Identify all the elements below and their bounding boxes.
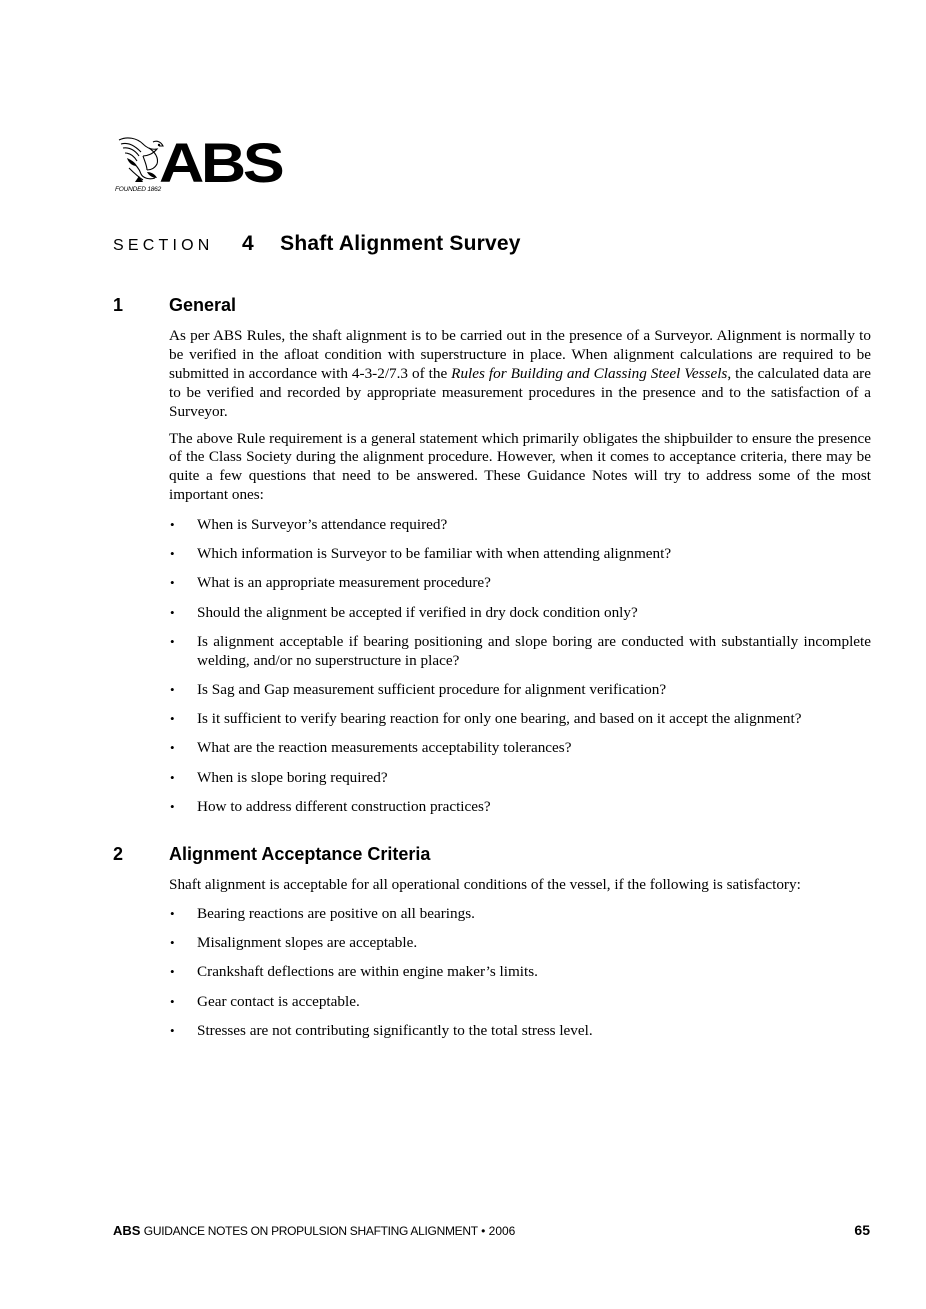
footer-year: 2006: [488, 1224, 516, 1238]
section-heading: [113, 232, 521, 256]
bullet-icon: •: [170, 964, 175, 980]
bullet-icon: •: [170, 633, 175, 649]
list-item: [169, 993, 871, 1012]
list-item: [169, 633, 871, 671]
list-item: [169, 545, 871, 564]
list-item-text: Stresses are not contributing significantly to the total stress level.: [197, 1021, 593, 1039]
bullet-icon: •: [170, 740, 175, 756]
list-item-text: Gear contact is acceptable.: [197, 992, 360, 1010]
bullet-icon: •: [170, 1022, 175, 1038]
section-title: Shaft Alignment Survey: [280, 232, 521, 255]
list-item-text: What is an appropriate measurement procedure?: [197, 574, 491, 592]
list-item: [169, 739, 871, 758]
list-item-text: Is alignment acceptable if bearing positioning and slope boring are conducted with substantially incomplete welding, and/or no superstructure in place?: [197, 632, 871, 669]
list-item-text: When is Surveyor’s attendance required?: [197, 516, 448, 533]
list-item: [169, 516, 871, 535]
subsection-title: Alignment Acceptance Criteria: [169, 844, 431, 864]
section-number: 4: [241, 232, 254, 255]
bullet-icon: •: [170, 681, 175, 697]
bullet-icon: •: [170, 906, 175, 921]
page-number: 65: [854, 1222, 870, 1238]
list-item: [169, 604, 871, 623]
subsection-title: General: [169, 295, 237, 315]
list-item: [169, 934, 871, 953]
bullet-icon: •: [170, 769, 175, 785]
criteria-list: [169, 905, 871, 1051]
questions-list: [169, 516, 871, 827]
logo-founded-text: FOUNDED 1862: [115, 186, 162, 193]
bullet-icon: •: [170, 517, 175, 532]
list-item: [169, 905, 871, 924]
list-item-text: When is slope boring required?: [197, 768, 388, 786]
bullet-icon: •: [170, 798, 175, 814]
bullet-icon: •: [170, 993, 175, 1009]
list-item-text: Is it sufficient to verify bearing reaction for only one bearing, and based on it accept the alignment?: [197, 710, 802, 728]
list-item-text: Misalignment slopes are acceptable.: [197, 934, 418, 952]
list-item: [169, 681, 871, 700]
footer-separator: •: [481, 1224, 486, 1238]
rules-reference: Rules for Building and Classing Steel Vessels: [451, 364, 728, 382]
list-item: [169, 710, 871, 729]
subsection-1-heading: [113, 295, 236, 316]
list-item-text: Crankshaft deflections are within engine maker’s limits.: [197, 963, 538, 981]
subsection-2-heading: [113, 844, 430, 865]
subsection-1-body: [169, 327, 871, 505]
list-item: [169, 798, 871, 817]
paragraph: [169, 327, 871, 422]
list-item-text: Is Sag and Gap measurement sufficient procedure for alignment verification?: [197, 680, 667, 698]
logo-wordmark: ABS: [159, 131, 282, 194]
footer-brand: ABS: [113, 1223, 141, 1238]
subsection-number: 2: [113, 844, 124, 864]
paragraph: The above Rule requirement is a general statement which primarily obligates the shipbuilder to ensure the presence of the Class Society during the alignment procedure. However, when it comes to acceptance criteria, there may be quite a few questions that need to be answered. These Guidance Notes will try to address some of the most important ones:: [169, 429, 871, 504]
bullet-icon: •: [170, 935, 175, 951]
bullet-icon: •: [170, 546, 175, 562]
bullet-icon: •: [170, 711, 175, 727]
page-footer: [113, 1223, 870, 1238]
list-item-text: What are the reaction measurements acceptability tolerances?: [197, 739, 572, 757]
list-item-text: Which information is Surveyor to be familiar with when attending alignment?: [197, 545, 672, 563]
footer-title: GUIDANCE NOTES ON PROPULSION SHAFTING ALIGNMENT: [143, 1224, 478, 1238]
section-label: SECTION: [113, 237, 214, 254]
list-item-text: Bearing reactions are positive on all bearings.: [197, 905, 475, 922]
list-item: [169, 769, 871, 788]
paragraph-text: , the calculated data are to be verified and recorded by appropriate measurement procedures in the presence and to the satisfaction of a Surveyor.: [169, 364, 871, 420]
paragraph: Shaft alignment is acceptable for all operational conditions of the vessel, if the following is satisfactory:: [169, 876, 801, 893]
subsection-number: 1: [113, 295, 124, 315]
paragraph-text: As per ABS Rules, the shaft alignment is to be carried out in the presence of a Surveyor. Alignment is normally to be verified in the afloat condition with superstructure in place. When alignment calculations are required to be submitted in accordance with 4-3-2/7.3 of the: [169, 327, 871, 382]
bullet-icon: •: [170, 575, 175, 591]
list-item-text: How to address different construction practices?: [197, 797, 491, 815]
abs-logo: [113, 131, 288, 198]
list-item: [169, 574, 871, 593]
subsection-2-body: [169, 876, 871, 895]
list-item: [169, 963, 871, 982]
list-item: [169, 1022, 871, 1041]
bullet-icon: •: [170, 604, 175, 620]
list-item-text: Should the alignment be accepted if verified in dry dock condition only?: [197, 603, 638, 621]
